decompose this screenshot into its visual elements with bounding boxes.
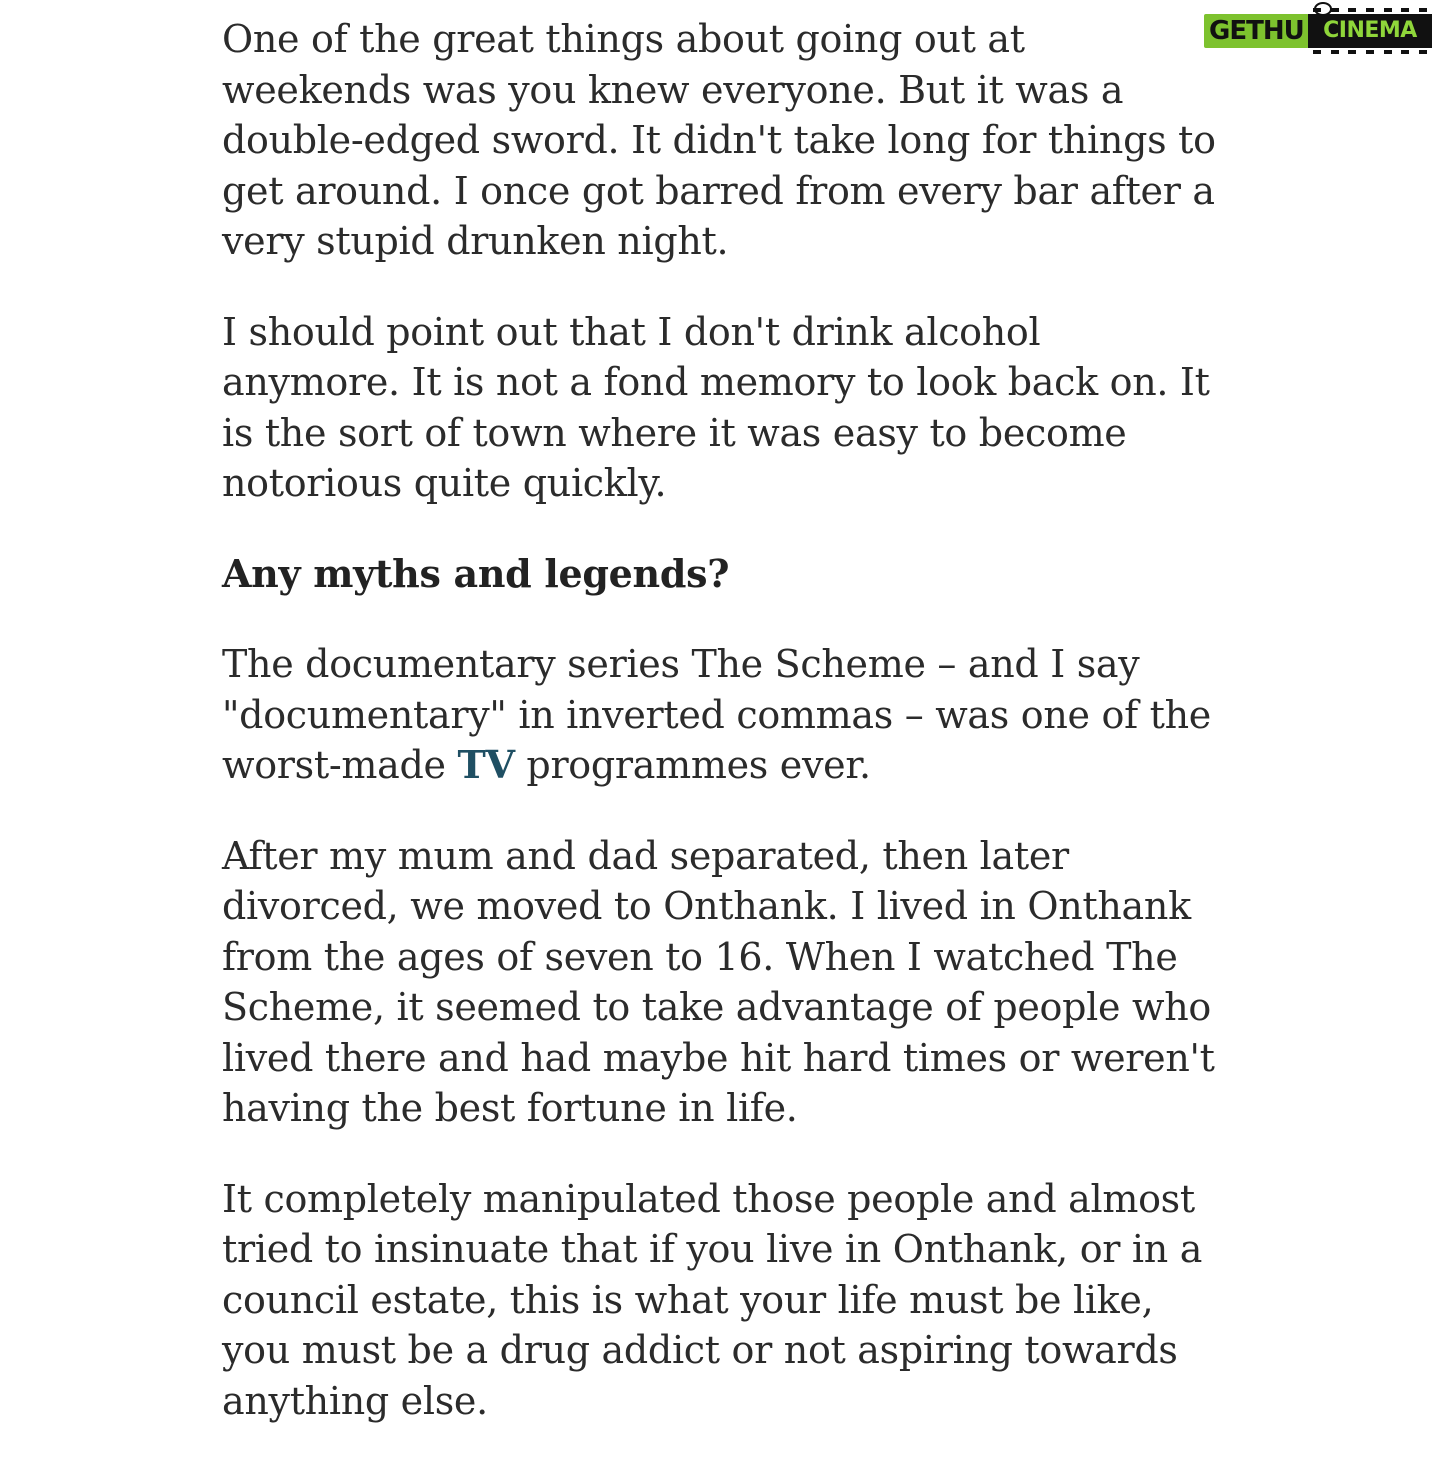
section-heading: Any myths and legends? [222,550,730,596]
paragraph-alcohol: I should point out that I don't drink alcohol anymore. It is not a fond memory to look back on. It is the sort of town where it was easy to become notorious quite quickly. [222,309,1210,505]
paragraph-weekends: One of the great things about going out at weekends was you knew everyone. But it was a double-edged sword. It didn't take long for things to get around. I once got barred from every bar after a very stupid drunken night. [222,17,1216,263]
watermark-logo [1204,4,1432,62]
paragraph-scheme-text-before: The documentary series The Scheme – and I say "documentary" in inverted commas – was one of the worst-made [222,642,1211,787]
tv-link[interactable]: TV [457,742,515,787]
paragraph-scheme-text-after: programmes ever. [514,743,871,787]
watermark-cinema-text: CINEMA [1308,14,1432,48]
paragraph-scheme [222,639,1222,791]
watermark-gethu-text: GETHU [1204,14,1309,48]
article-body [222,14,1222,1466]
paragraph-onthank: After my mum and dad separated, then later divorced, we moved to Onthank. I lived in Onthank from the ages of seven to 16. When I watched The Scheme, it seemed to take advantage of people who lived there and had maybe hit hard times or weren't having the best fortune in life. [222,833,1215,1130]
paragraph-manipulated: It completely manipulated those people and almost tried to insinuate that if you live in Onthank, or in a council estate, this is what your life must be like, you must be a drug addict or not aspiring towards anything else. [222,1176,1203,1423]
film-strip-bottom-icon [1308,50,1432,56]
